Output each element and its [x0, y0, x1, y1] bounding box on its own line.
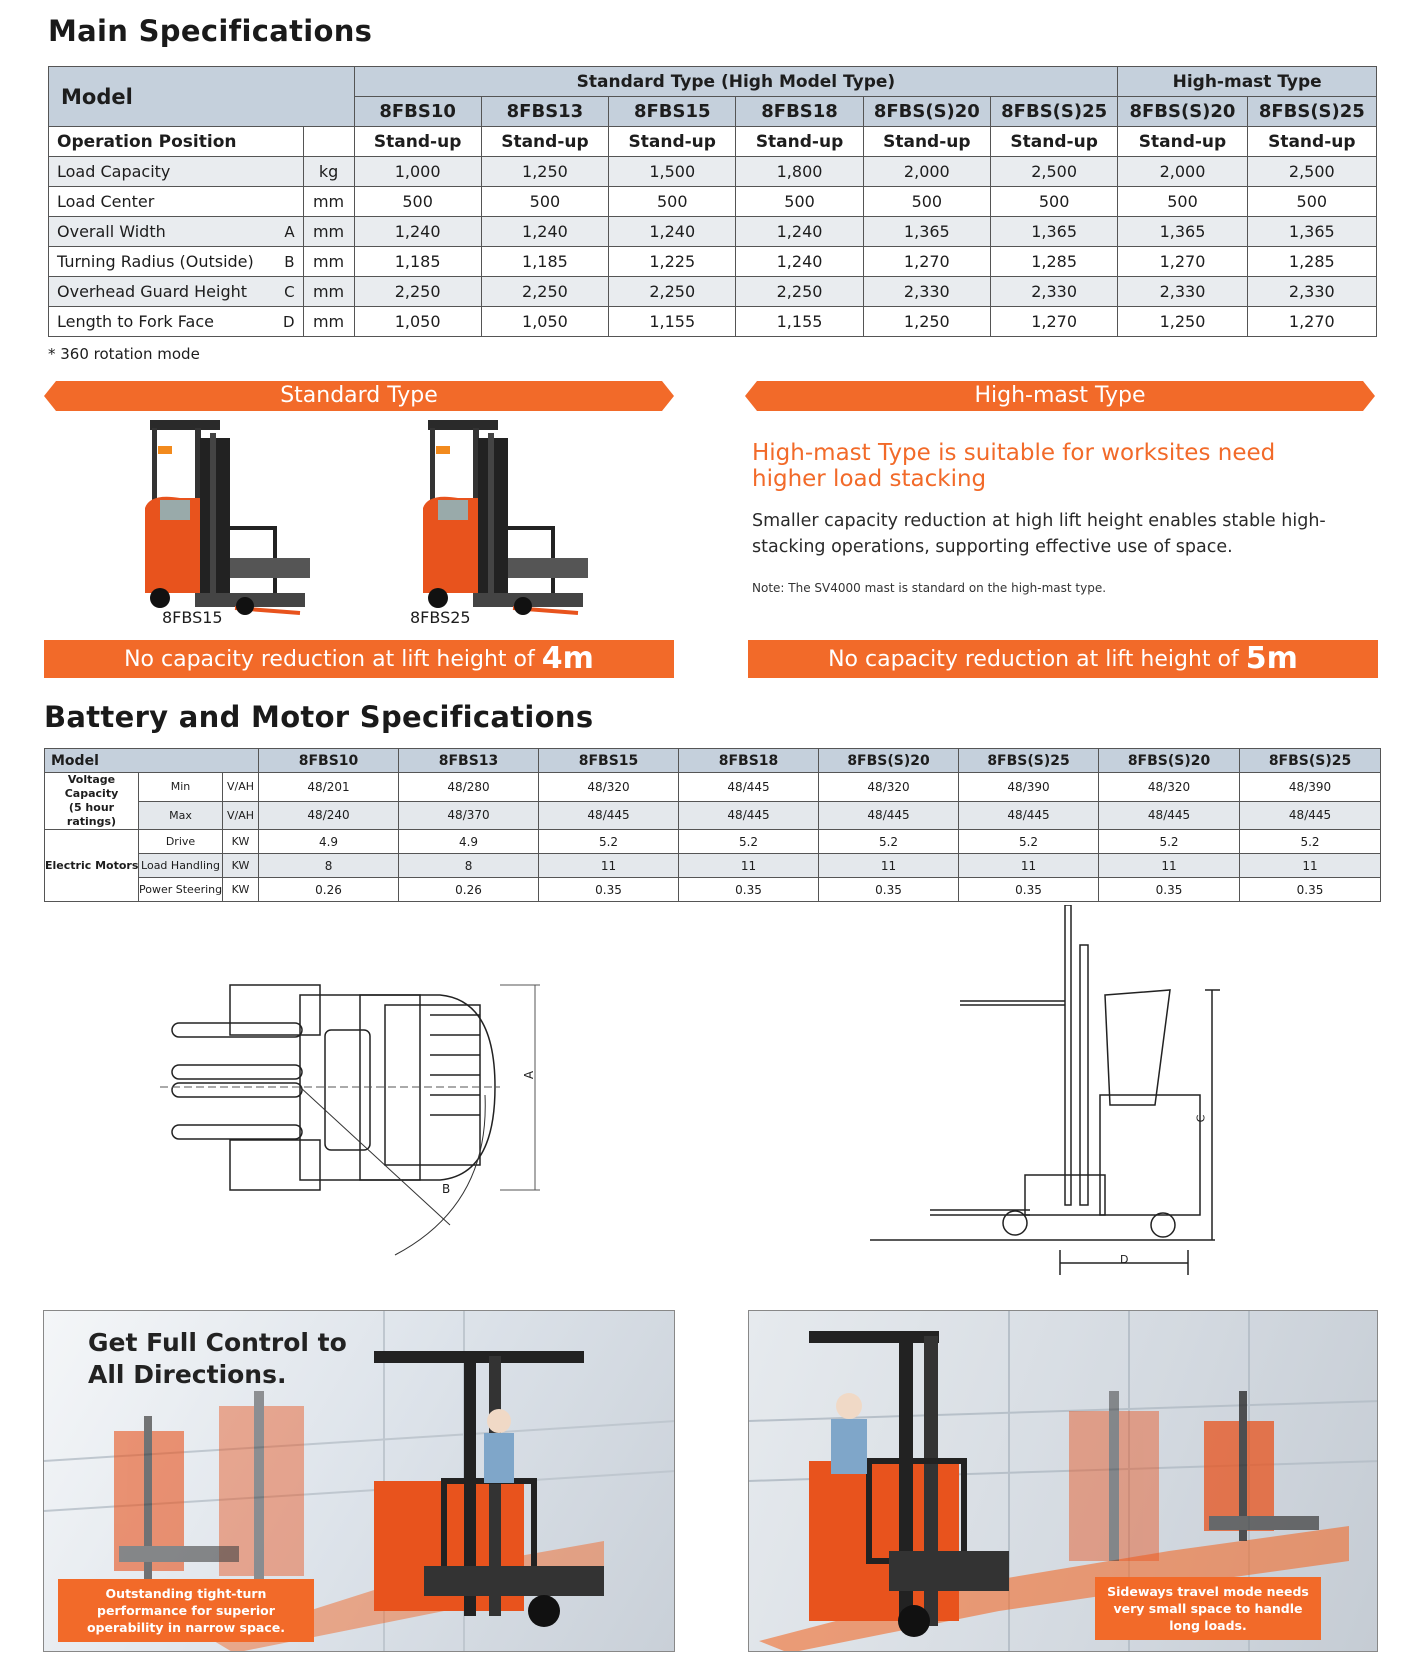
highmast-body: Smaller capacity reduction at high lift height enables stable high-stacking operations, supporting effective use of space.: [752, 511, 1326, 557]
row-unit: V/AH: [223, 773, 259, 802]
row-label-text: Length to Fork Face: [57, 312, 214, 331]
right-caption: Sideways travel mode needs very small space to handle long loads.: [1095, 1577, 1321, 1640]
left-caption: Outstanding tight-turn performance for superior operability in narrow space.: [58, 1579, 314, 1642]
table-cell: 500: [1247, 187, 1376, 217]
table-cell: 48/445: [679, 773, 819, 802]
table-row: [49, 187, 1377, 217]
table-cell: 1,240: [736, 217, 863, 247]
table-cell: 11: [679, 854, 819, 878]
bat-model-col: 8FBS(S)25: [1240, 749, 1381, 773]
table-cell: 48/445: [679, 801, 819, 830]
table-row: [49, 247, 1377, 277]
table-cell: 1,270: [990, 307, 1117, 337]
model-header: Model: [49, 67, 355, 127]
highmast-banner: High-mast Type: [974, 383, 1146, 408]
main-spec-table: [48, 66, 1377, 337]
standard-group-header: Standard Type (High Model Type): [354, 67, 1118, 97]
dim-a-label: A: [522, 1070, 537, 1080]
highmast-group-header: High-mast Type: [1118, 67, 1377, 97]
table-cell: 48/280: [399, 773, 539, 802]
table-cell: 1,250: [863, 307, 990, 337]
bat-model-col: 8FBS13: [399, 749, 539, 773]
table-cell: 5.2: [679, 830, 819, 854]
dim-c-label: C: [1194, 1114, 1208, 1123]
highmast-note: Note: The SV4000 mast is standard on the high-mast type.: [752, 581, 1107, 595]
table-cell: 1,050: [481, 307, 608, 337]
row-label-text: Turning Radius (Outside): [57, 252, 254, 271]
dimension-letter: A: [284, 223, 295, 241]
voltage-group-label: [45, 773, 139, 830]
row-sub-label: Max: [139, 801, 223, 830]
model-col: 8FBS(S)20: [1118, 97, 1247, 127]
row-unit: KW: [223, 854, 259, 878]
row-label: [49, 217, 304, 247]
bat-model-col: 8FBS(S)25: [959, 749, 1099, 773]
table-row: [49, 157, 1377, 187]
highmast-lift-text: No capacity reduction at lift height of: [828, 647, 1239, 672]
table-cell: 2,250: [736, 277, 863, 307]
row-unit: V/AH: [223, 801, 259, 830]
battery-motor-table: [44, 748, 1381, 902]
table-cell: 48/390: [959, 773, 1099, 802]
table-cell: 48/240: [259, 801, 399, 830]
table-cell: Stand-up: [354, 127, 481, 157]
table-cell: 0.35: [1240, 878, 1381, 902]
voltage-sub-label: (5 hour ratings): [66, 801, 117, 828]
highmast-lift-bar: [748, 640, 1378, 678]
table-cell: 1,225: [609, 247, 736, 277]
table-cell: 8: [259, 854, 399, 878]
row-sub-label: Min: [139, 773, 223, 802]
row-label-text: Load Center: [57, 192, 155, 211]
footnote: * 360 rotation mode: [48, 345, 200, 363]
model-col: 8FBS13: [481, 97, 608, 127]
table-cell: 48/201: [259, 773, 399, 802]
table-cell: 1,240: [481, 217, 608, 247]
model-col: 8FBS10: [354, 97, 481, 127]
table-cell: 1,270: [863, 247, 990, 277]
table-row: [45, 854, 1381, 878]
table-cell: 500: [481, 187, 608, 217]
table-cell: 0.35: [539, 878, 679, 902]
table-row: [45, 830, 1381, 854]
bat-model-col: 8FBS18: [679, 749, 819, 773]
table-row: [45, 878, 1381, 902]
row-unit: kg: [303, 157, 354, 187]
right-photo: [748, 1310, 1378, 1652]
table-cell: 1,185: [354, 247, 481, 277]
table-cell: 2,250: [609, 277, 736, 307]
table-cell: 5.2: [1240, 830, 1381, 854]
table-cell: 5.2: [539, 830, 679, 854]
table-cell: 48/445: [539, 801, 679, 830]
table-cell: 1,365: [863, 217, 990, 247]
bat-model-col: 8FBS(S)20: [1099, 749, 1240, 773]
row-label: [49, 157, 304, 187]
table-cell: 11: [959, 854, 1099, 878]
table-cell: 2,500: [1247, 157, 1376, 187]
table-cell: 48/370: [399, 801, 539, 830]
battery-title: Battery and Motor Specifications: [44, 700, 594, 734]
standard-banner: Standard Type: [280, 383, 438, 408]
bat-model-col: 8FBS10: [259, 749, 399, 773]
model-col: 8FBS(S)20: [863, 97, 990, 127]
table-cell: 48/445: [959, 801, 1099, 830]
bat-model-col: 8FBS(S)20: [819, 749, 959, 773]
row-label: [49, 247, 304, 277]
table-cell: 1,240: [609, 217, 736, 247]
table-cell: 1,365: [1247, 217, 1376, 247]
table-cell: 500: [863, 187, 990, 217]
table-cell: Stand-up: [609, 127, 736, 157]
left-photo: [43, 1310, 675, 1652]
table-cell: 1,365: [1118, 217, 1247, 247]
table-cell: 0.26: [259, 878, 399, 902]
dim-d-label: D: [1120, 1253, 1129, 1266]
row-sub-label: Drive: [139, 830, 223, 854]
row-label: [49, 307, 304, 337]
row-unit: mm: [303, 187, 354, 217]
table-cell: 2,330: [990, 277, 1117, 307]
table-cell: 0.35: [819, 878, 959, 902]
table-cell: 1,250: [1118, 307, 1247, 337]
table-cell: 2,250: [481, 277, 608, 307]
table-cell: 1,800: [736, 157, 863, 187]
table-cell: 500: [990, 187, 1117, 217]
table-cell: 500: [736, 187, 863, 217]
table-cell: 2,000: [863, 157, 990, 187]
table-cell: 48/445: [819, 801, 959, 830]
model-col: 8FBS18: [736, 97, 863, 127]
table-cell: 11: [1099, 854, 1240, 878]
main-spec-title: Main Specifications: [48, 14, 373, 48]
model-col: 8FBS15: [609, 97, 736, 127]
table-row: [49, 307, 1377, 337]
row-sub-label: Power Steering: [139, 878, 223, 902]
table-cell: 500: [609, 187, 736, 217]
table-cell: 1,240: [736, 247, 863, 277]
table-cell: 1,250: [481, 157, 608, 187]
table-cell: 1,365: [990, 217, 1117, 247]
row-unit: mm: [303, 247, 354, 277]
table-cell: 1,050: [354, 307, 481, 337]
dimension-letter: D: [283, 313, 295, 331]
table-cell: 4.9: [259, 830, 399, 854]
table-cell: 500: [354, 187, 481, 217]
table-cell: 1,500: [609, 157, 736, 187]
motors-group-label: Electric Motors: [45, 830, 139, 902]
table-cell: 0.35: [679, 878, 819, 902]
row-label: [49, 277, 304, 307]
highmast-lift-value: 5m: [1245, 641, 1298, 676]
side-view-diagram: [870, 905, 1230, 1275]
row-unit: mm: [303, 307, 354, 337]
voltage-label: Voltage Capacity: [64, 773, 119, 800]
table-cell: Stand-up: [990, 127, 1117, 157]
table-cell: 1,270: [1247, 307, 1376, 337]
table-cell: 8: [399, 854, 539, 878]
table-cell: 2,330: [863, 277, 990, 307]
model-label-8fbs15: 8FBS15: [162, 608, 223, 627]
row-unit: KW: [223, 878, 259, 902]
table-cell: 48/320: [539, 773, 679, 802]
table-cell: 0.26: [399, 878, 539, 902]
dimension-letter: B: [284, 253, 295, 271]
row-sub-label: Load Handling: [139, 854, 223, 878]
model-label-8fbs25: 8FBS25: [410, 608, 471, 627]
table-cell: 2,000: [1118, 157, 1247, 187]
model-col: 8FBS(S)25: [990, 97, 1117, 127]
table-cell: 5.2: [959, 830, 1099, 854]
table-cell: Stand-up: [481, 127, 608, 157]
table-cell: 1,000: [354, 157, 481, 187]
table-cell: 48/320: [819, 773, 959, 802]
table-cell: 48/445: [1099, 801, 1240, 830]
table-cell: 500: [1118, 187, 1247, 217]
table-cell: 11: [539, 854, 679, 878]
table-cell: 0.35: [959, 878, 1099, 902]
table-row: [49, 217, 1377, 247]
operation-position-label: Operation Position: [49, 127, 304, 157]
standard-lift-value: 4m: [541, 641, 594, 676]
table-cell: Stand-up: [1118, 127, 1247, 157]
bat-model-col: 8FBS15: [539, 749, 679, 773]
table-row: [45, 773, 1381, 802]
forklift-8fbs15-image: [140, 418, 320, 618]
left-headline: [88, 1327, 347, 1391]
top-view-diagram: [160, 975, 560, 1260]
table-row: [45, 801, 1381, 830]
table-cell: 48/390: [1240, 773, 1381, 802]
dim-b-label: B: [442, 1182, 451, 1196]
table-cell: 1,240: [354, 217, 481, 247]
standard-lift-text: No capacity reduction at lift height of: [124, 647, 535, 672]
row-label: [49, 187, 304, 217]
table-cell: 0.35: [1099, 878, 1240, 902]
dimension-letter: C: [284, 283, 295, 301]
row-label-text: Load Capacity: [57, 162, 171, 181]
forklift-8fbs25-image: [418, 418, 598, 618]
row-unit: mm: [303, 217, 354, 247]
table-cell: 11: [1240, 854, 1381, 878]
row-label-text: Overhead Guard Height: [57, 282, 248, 301]
bat-model-header: Model: [45, 749, 259, 773]
table-cell: 48/320: [1099, 773, 1240, 802]
table-cell: 2,500: [990, 157, 1117, 187]
table-cell: Stand-up: [736, 127, 863, 157]
table-cell: 2,330: [1118, 277, 1247, 307]
table-cell: 5.2: [819, 830, 959, 854]
row-label-text: Overall Width: [57, 222, 166, 241]
table-cell: 1,270: [1118, 247, 1247, 277]
table-cell: Stand-up: [1247, 127, 1376, 157]
standard-lift-bar: [44, 640, 674, 678]
table-cell: 5.2: [1099, 830, 1240, 854]
table-cell: 1,155: [736, 307, 863, 337]
highmast-headline: High-mast Type is suitable for worksites need higher load stacking: [752, 440, 1276, 492]
table-cell: 1,285: [990, 247, 1117, 277]
table-cell: 48/445: [1240, 801, 1381, 830]
table-cell: Stand-up: [863, 127, 990, 157]
table-cell: 1,155: [609, 307, 736, 337]
model-col: 8FBS(S)25: [1247, 97, 1376, 127]
left-headline-line2: All Directions.: [88, 1360, 287, 1389]
table-row: [49, 277, 1377, 307]
table-cell: 11: [819, 854, 959, 878]
table-cell: 1,185: [481, 247, 608, 277]
row-unit: mm: [303, 277, 354, 307]
table-cell: 1,285: [1247, 247, 1376, 277]
row-unit: KW: [223, 830, 259, 854]
table-cell: 4.9: [399, 830, 539, 854]
left-headline-line1: Get Full Control to: [88, 1328, 347, 1357]
table-cell: 2,250: [354, 277, 481, 307]
table-cell: 2,330: [1247, 277, 1376, 307]
